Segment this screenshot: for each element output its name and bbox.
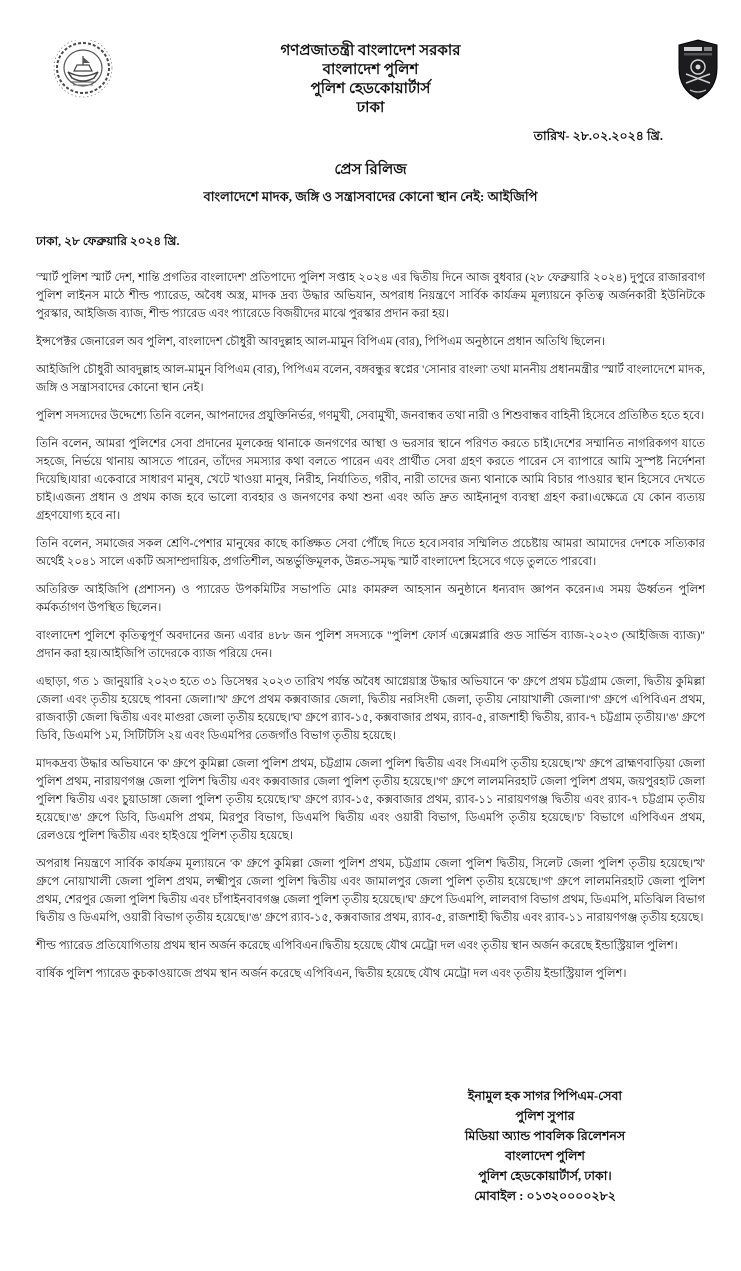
press-release-heading: প্রেস রিলিজ (334, 162, 407, 178)
letterhead-city-line: ঢাকা (356, 100, 385, 116)
signatory-name: ইনামুল হক সাগর পিপিএম-সেবা (467, 1089, 623, 1103)
body-paragraph-11: অপরাধ নিয়ন্ত্রণে সার্বিক কার্যক্রম মূল্যায়নে 'ক' গ্রুপে কুমিল্লা জেলা পুলিশ প্রথম, চট্টগ্রাম জেলা পুলিশ দ্বিতীয়, সিলেট জেলা পুলিশ তৃতীয় হয়েছে।'খ' গ্রুপে নোয়াখালী জেলা পুলিশ প্রথম, লক্ষ্মীপুর জেলা পুলিশ দ্বিতীয় এবং জামালপুর জেলা পুলিশ তৃতীয় হয়েছে।'গ' গ্রুপে লালমনিরহাট জেলা পুলিশ প্রথম, শেরপুর জেলা পুলিশ দ্বিতীয় এবং চাঁপাইনবাবগঞ্জ জেলা পুলিশ তৃতীয় হয়েছে।'ঘ' গ্রুপে ডিএমপি, লালবাগ বিভাগ প্রথম, ডিএমপি, মতিঝিল বিভাগ দ্বিতীয় ও ডিএমপি, ওয়ারী বিভাগ তৃতীয় হয়েছে।'ঙ' গ্রুপে র‍্যাব-১৫, কক্সবাজার প্রথম, র‍্যাব-৫, রাজশাহী দ্বিতীয় এবং র‍্যাব-১১ নারায়ণগঞ্জ তৃতীয় হয়েছে। (36, 858, 705, 924)
bangladesh-police-badge-icon (677, 38, 719, 102)
body-paragraph-12: শীল্ড প্যারেড প্রতিযোগিতায় প্রথম স্থান অর্জন করেছে এপিবিএন।দ্বিতীয় হয়েছে যৌথ মেট্রো দল এবং তৃতীয় স্থান অর্জন করেছে ইন্ডাস্ট্রিয়াল পুলিশ। (36, 940, 678, 952)
body-paragraph-7: অতিরিক্ত আইজিপি (প্রশাসন) ও প্যারেড উপকমিটির সভাপতি মোঃ কামরুল আহসান অনুষ্ঠানে ধন্যবাদ জ্ঞাপন করেন।এ সময় ঊর্ধ্বতন পুলিশ কর্মকর্তাগণ উপস্থিত ছিলেন। (36, 584, 705, 614)
document-date: তারিখ- ২৮.০২.২০২৪ খ্রি. (533, 129, 663, 143)
signatory-department: মিডিয়া অ্যান্ড পাবলিক রিলেশনস (464, 1129, 626, 1143)
body-paragraph-4: পুলিশ সদস্যদের উদ্দেশ্যে তিনি বলেন, আপনাদের প্রযুক্তিনির্ভর, গণমুখী, সেবামুখী, জনবান্ধব তথা নারী ও শিশুবান্ধব বাহিনী হিসেবে প্রতিষ্ঠিত হতে হবে। (36, 410, 705, 422)
body-paragraph-10: মাদকদ্রব্য উদ্ধার অভিযানে 'ক' গ্রুপে কুমিল্লা জেলা পুলিশ প্রথম, চট্টগ্রাম জেলা পুলিশ দ্বিতীয় এবং সিএমপি তৃতীয় হয়েছে।'খ' গ্রুপে ব্রাহ্মণবাড়িয়া জেলা পুলিশ প্রথম, নারায়ণগঞ্জ জেলা পুলিশ দ্বিতীয় এবং কক্সবাজার জেলা পুলিশ তৃতীয় হয়েছে।'গ' গ্রুপে লালমনিরহাট জেলা পুলিশ প্রথম, জয়পুরহাট জেলা পুলিশ দ্বিতীয় এবং চুয়াডাঙ্গা জেলা পুলিশ তৃতীয় হয়েছে।'ঘ' গ্রুপে র‍্যাব-১৫, কক্সবাজার প্রথম, র‍্যাব-১১ নারায়ণগঞ্জ দ্বিতীয় এবং র‍্যাব-৭ চট্টগ্রাম তৃতীয় হয়েছে।'ঙ' গ্রুপে ডিবি, ডিএমপি প্রথম, মিরপুর বিভাগ, ডিএমপি দ্বিতীয় এবং ওয়ারী বিভাগ, ডিএমপি তৃতীয় হয়েছে।'চ' বিভাগে এপিবিএন প্রথম, রেলওয়ে পুলিশ দ্বিতীয় এবং হাইওয়ে পুলিশ তৃতীয় হয়েছে। (36, 758, 705, 842)
signatory-mobile: মোবাইল : ০১৩২০০০০২৮২ (474, 1189, 616, 1203)
letterhead-organization-line: বাংলাদেশ পুলিশ (322, 62, 419, 78)
signatory-office: পুলিশ হেডকোয়ার্টার্স, ঢাকা। (478, 1169, 612, 1183)
dateline: ঢাকা, ২৮ ফেব্রুয়ারি ২০২৪ খ্রি. (36, 234, 180, 248)
body-paragraph-5: তিনি বলেন, আমরা পুলিশের সেবা প্রদানের মূলকেন্দ্র থানাকে জনগণের আস্থা ও ভরসার স্থানে পরিণত করতে চাই।দেশের সম্মানিত নাগরিকগণ যাতে সহজে, নির্ভয়ে থানায় আসতে পারেন, তাঁদের সমস্যার কথা বলতে পারেন এবং প্রার্থীত সেবা গ্রহণ করতে পারেন সে ব্যাপারে আমি সুস্পষ্ট নির্দেশনা দিয়েছি।যারা একেবারে সাধারণ মানুষ, খেটে খাওয়া মানুষ, নিরীহ, নির্যাতিত, গরীব, নারী তাদের জন্য থানাকে আমি বিচার পাওয়ার স্থান হিসেবে দেখতে চাই।এজন্য প্রধান ও প্রথম কাজ হবে ভালো ব্যবহার ও জনগণের কথা শুনা এবং অতি দ্রুত আইনানুগ ব্যবস্থা গ্রহণ করা।এক্ষেত্রে যে কোন ব্যত্যয় গ্রহণযোগ্য হবে না। (36, 438, 705, 522)
signatory-rank: পুলিশ সুপার (515, 1109, 575, 1123)
document-body (36, 158, 705, 993)
body-paragraph-3: আইজিপি চৌধুরী আবদুল্লাহ আল-মামুন বিপিএম (বার), পিপিএম বলেন, বঙ্গবন্ধুর স্বপ্নের 'সোনার বাংলা' তথা মাননীয় প্রধানমন্ত্রীর 'স্মার্ট বাংলাদেশে মাদক, জঙ্গি ও সন্ত্রাসবাদের কোনো স্থান নেই। (36, 364, 705, 394)
signatory-organization: বাংলাদেশ পুলিশ (505, 1149, 585, 1163)
letterhead (140, 42, 601, 118)
bangladesh-government-seal-icon (52, 40, 114, 100)
body-paragraph-9: এছাড়া, গত ১ জানুয়ারি ২০২৩ হতে ৩১ ডিসেম্বর ২০২৩ তারিখ পর্যন্ত অবৈধ আগ্নেয়াস্ত্র উদ্ধার অভিযানে 'ক' গ্রুপে প্রথম চট্টগ্রাম জেলা, দ্বিতীয় কুমিল্লা জেলা এবং তৃতীয় হয়েছে পাবনা জেলা।'খ' গ্রুপে প্রথম কক্সবাজার জেলা, দ্বিতীয় নরসিংদী জেলা, তৃতীয় নোয়াখালী জেলা।'গ' গ্রুপে এপিবিএন প্রথম, রাজবাড়ী জেলা দ্বিতীয় এবং মাগুরা জেলা তৃতীয় হয়েছে।'ঘ' গ্রুপে র‍্যাব-১৫, কক্সবাজার প্রথম, র‍্যাব-৫, রাজশাহী দ্বিতীয়, র‍্যাব-৭ চট্টগ্রাম তৃতীয়।'ঙ' গ্রুপে ডিবি, ডিএমপি ১ম, সিটিটিসি ২য় এবং ডিএমপির তেজগাঁও বিভাগ তৃতীয় হয়েছে। (36, 676, 705, 742)
body-paragraph-8: বাংলাদেশ পুলিশে কৃতিত্বপূর্ণ অবদানের জন্য এবার ৪৮৮ জন পুলিশ সদস্যকে "পুলিশ ফোর্স এক্সেমপ্লারি গুড সার্ভিস ব্যাজ-২০২৩ (আইজিজ ব্যাজ)" প্রদান করা হয়।আইজিপি তাদেরকে ব্যাজ পরিয়ে দেন। (36, 630, 705, 660)
press-release-subject: বাংলাদেশে মাদক, জঙ্গি ও সন্ত্রাসবাদের কোনো স্থান নেই: আইজিপি (203, 189, 538, 204)
letterhead-government-line: গণপ্রজাতন্ত্রী বাংলাদেশ সরকার (280, 43, 461, 59)
body-paragraph-13: বার্ষিক পুলিশ প্যারেড কুচকাওয়াজে প্রথম স্থান অর্জন করেছে এপিবিএন, দ্বিতীয় হয়েছে যৌথ মেট্রো দল এবং তৃতীয় ইন্ডাস্ট্রিয়াল পুলিশ। (36, 968, 627, 980)
letterhead-office-line: পুলিশ হেডকোয়ার্টার্স (310, 81, 431, 97)
body-paragraph-2: ইন্সপেক্টর জেনারেল অব পুলিশ, বাংলাদেশ চৌধুরী আবদুল্লাহ আল-মামুন বিপিএম (বার), পিপিএম অনুষ্ঠানে প্রধান অতিথি ছিলেন। (36, 336, 606, 348)
signature-block (415, 1086, 675, 1206)
body-paragraph-1: 'স্মার্ট পুলিশ স্মার্ট দেশ, শান্তি প্রগতির বাংলাদেশ' প্রতিপাদ্যে পুলিশ সপ্তাহ ২০২৪ এর দ্বিতীয় দিনে আজ বুধবার (২৮ ফেব্রুয়ারি ২০২৪) দুপুরে রাজারবাগ পুলিশ লাইনস মাঠে শীল্ড প্যারেড, অবৈধ অস্ত্র, মাদক দ্রব্য উদ্ধার অভিযান, অপরাধ নিয়ন্ত্রণে সার্বিক কার্যক্রম মূল্যায়নে কৃতিত্ব অর্জনকারী ইউনিটকে পুরস্কার, আইজিজ ব্যাজ, শীল্ড প্যারেড এবং প্যারেডে বিজয়ীদের মাঝে পুরস্কার প্রদান করা হয়। (36, 272, 705, 320)
body-paragraph-6: তিনি বলেন, সমাজের সকল শ্রেণি-পেশার মানুষের কাছে কাঙ্ক্ষিত সেবা পৌঁছে দিতে হবে।সবার সম্মিলিত প্রচেষ্টায় আমরা আমাদের দেশকে সত্যিকার অর্থেই ২০৪১ সালে একটি অসাম্প্রদায়িক, প্রগতিশীল, অন্তর্ভুক্তিমূলক, উন্নত-সমৃদ্ধ স্মার্ট বাংলাদেশ হিসেবে গড়ে তুলতে পারবো। (36, 538, 705, 568)
